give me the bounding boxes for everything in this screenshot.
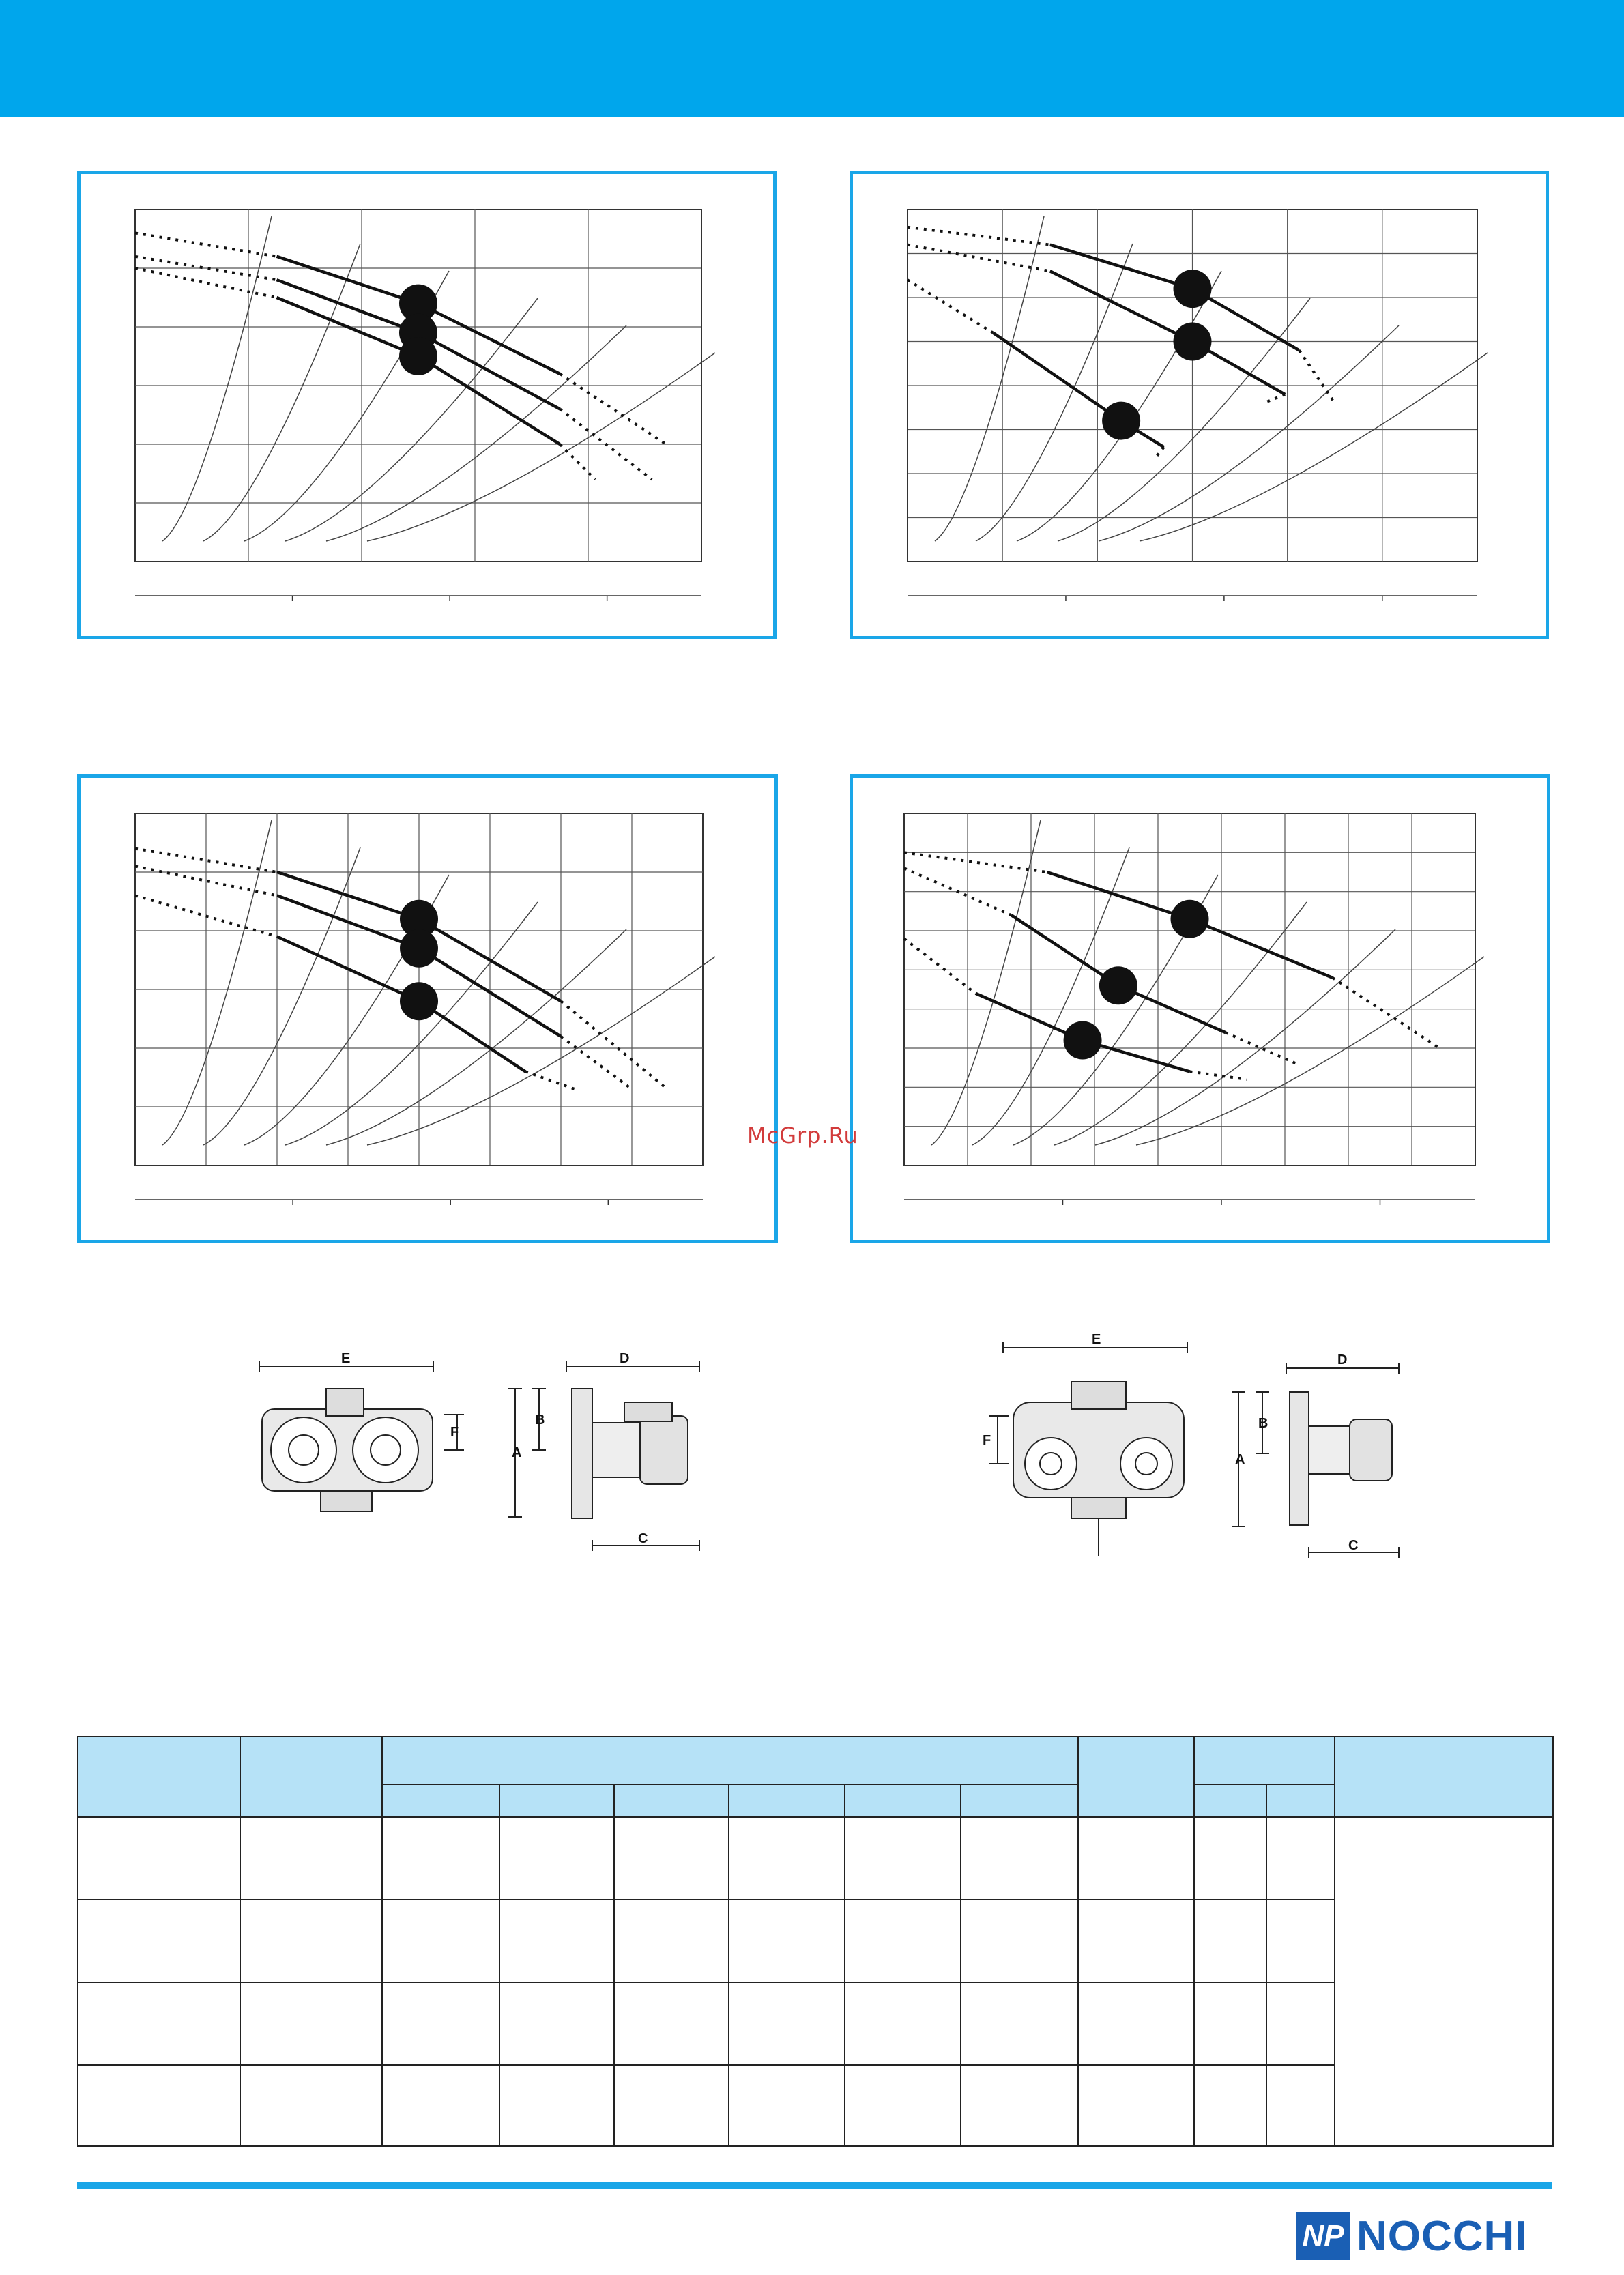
operating-point-marker bbox=[1171, 900, 1209, 938]
logo-text: NOCCHI bbox=[1357, 2212, 1528, 2260]
chart-1-svg bbox=[81, 174, 773, 636]
header-cell bbox=[1078, 1737, 1194, 1817]
pump-curve-dotted-start bbox=[908, 280, 993, 332]
dim-label-a: A bbox=[512, 1445, 522, 1460]
chart-3-svg bbox=[81, 778, 774, 1240]
operating-point-marker bbox=[399, 337, 437, 375]
dim-label-d: D bbox=[620, 1351, 630, 1366]
pump-curve-chart-1 bbox=[77, 171, 777, 639]
header-subcell bbox=[729, 1784, 845, 1817]
operating-point-marker bbox=[400, 982, 438, 1020]
chart-4-svg bbox=[853, 778, 1547, 1240]
pump-curve-2 bbox=[1050, 271, 1285, 394]
watermark: McGrp.Ru bbox=[747, 1122, 858, 1148]
pump-curve-dotted-end bbox=[561, 1037, 632, 1089]
plot-frame bbox=[904, 813, 1475, 1165]
pump-curve-chart-3 bbox=[77, 774, 778, 1243]
system-curve bbox=[162, 820, 272, 1145]
table-row bbox=[78, 1982, 1553, 2065]
system-curve bbox=[1140, 353, 1488, 541]
system-curve bbox=[976, 244, 1133, 541]
pump-curve-3 bbox=[993, 333, 1164, 448]
system-curve bbox=[203, 244, 360, 541]
dim-label-f: F bbox=[983, 1433, 991, 1448]
system-curve bbox=[162, 216, 272, 541]
dim-label-a: A bbox=[1235, 1452, 1245, 1467]
footer-rule bbox=[77, 2182, 1552, 2189]
dim-label-f: F bbox=[450, 1425, 459, 1440]
operating-point-marker bbox=[1174, 323, 1212, 361]
system-curve bbox=[1054, 902, 1307, 1145]
header-cell bbox=[78, 1737, 240, 1817]
pump-curve-dotted-end bbox=[560, 374, 667, 444]
dim-label-c: C bbox=[1348, 1538, 1359, 1553]
dim-label-d: D bbox=[1337, 1352, 1348, 1367]
dim-label-c: C bbox=[638, 1531, 648, 1546]
header-subcell bbox=[961, 1784, 1078, 1817]
system-curve bbox=[935, 216, 1044, 541]
dim-label-b: B bbox=[535, 1412, 545, 1428]
header-cell bbox=[1194, 1737, 1335, 1784]
system-curve bbox=[367, 353, 715, 541]
pump-curve-dotted-end bbox=[1157, 447, 1163, 456]
table-row bbox=[78, 1900, 1553, 1982]
operating-point-marker bbox=[400, 929, 438, 968]
pump-drawing-right bbox=[976, 1334, 1453, 1566]
pump-curve-dotted-start bbox=[904, 852, 1047, 872]
header-cell bbox=[382, 1737, 1078, 1784]
system-curve bbox=[326, 325, 626, 541]
header-subcell bbox=[1194, 1784, 1266, 1817]
pump-curve-chart-2 bbox=[850, 171, 1549, 639]
header-cell bbox=[240, 1737, 382, 1817]
pump-curve-dotted-end bbox=[1190, 1071, 1247, 1079]
pump-curve-chart-4 bbox=[850, 774, 1550, 1243]
pump-curve-dotted-start bbox=[908, 245, 1050, 272]
header-subcell bbox=[1266, 1784, 1335, 1817]
dim-label-e: E bbox=[1092, 1334, 1101, 1347]
pump-curve-dotted-end bbox=[1264, 394, 1285, 403]
table-row bbox=[78, 2065, 1553, 2146]
header-cell bbox=[1335, 1737, 1553, 1817]
specification-table bbox=[77, 1736, 1554, 2147]
system-curve bbox=[1136, 957, 1484, 1145]
operating-point-marker bbox=[1099, 966, 1137, 1004]
header-subcell bbox=[382, 1784, 499, 1817]
header-subcell bbox=[499, 1784, 614, 1817]
operating-point-marker bbox=[1174, 270, 1212, 308]
dim-label-b: B bbox=[1258, 1416, 1268, 1431]
pump-curve-dotted-start bbox=[904, 938, 976, 993]
pump-curve-dotted-end bbox=[1299, 350, 1335, 403]
system-curve bbox=[1095, 929, 1395, 1145]
chart-2-svg bbox=[853, 174, 1546, 636]
table-row bbox=[78, 1817, 1553, 1900]
brand-logo bbox=[1296, 2211, 1528, 2261]
dim-label-e: E bbox=[341, 1351, 351, 1366]
header-subcell bbox=[614, 1784, 729, 1817]
operating-point-marker bbox=[1064, 1021, 1102, 1060]
header-subcell bbox=[845, 1784, 961, 1817]
pump-curve-dotted-start bbox=[908, 227, 1050, 245]
operating-point-marker bbox=[1102, 402, 1140, 440]
pump-curve-dotted-end bbox=[560, 444, 596, 480]
header-bar bbox=[0, 0, 1624, 117]
pump-drawing-left bbox=[246, 1348, 723, 1566]
system-curve bbox=[326, 929, 626, 1145]
system-curve bbox=[931, 820, 1041, 1145]
logo-mark: NP bbox=[1296, 2212, 1350, 2260]
pump-curve-dotted-start bbox=[135, 233, 277, 256]
